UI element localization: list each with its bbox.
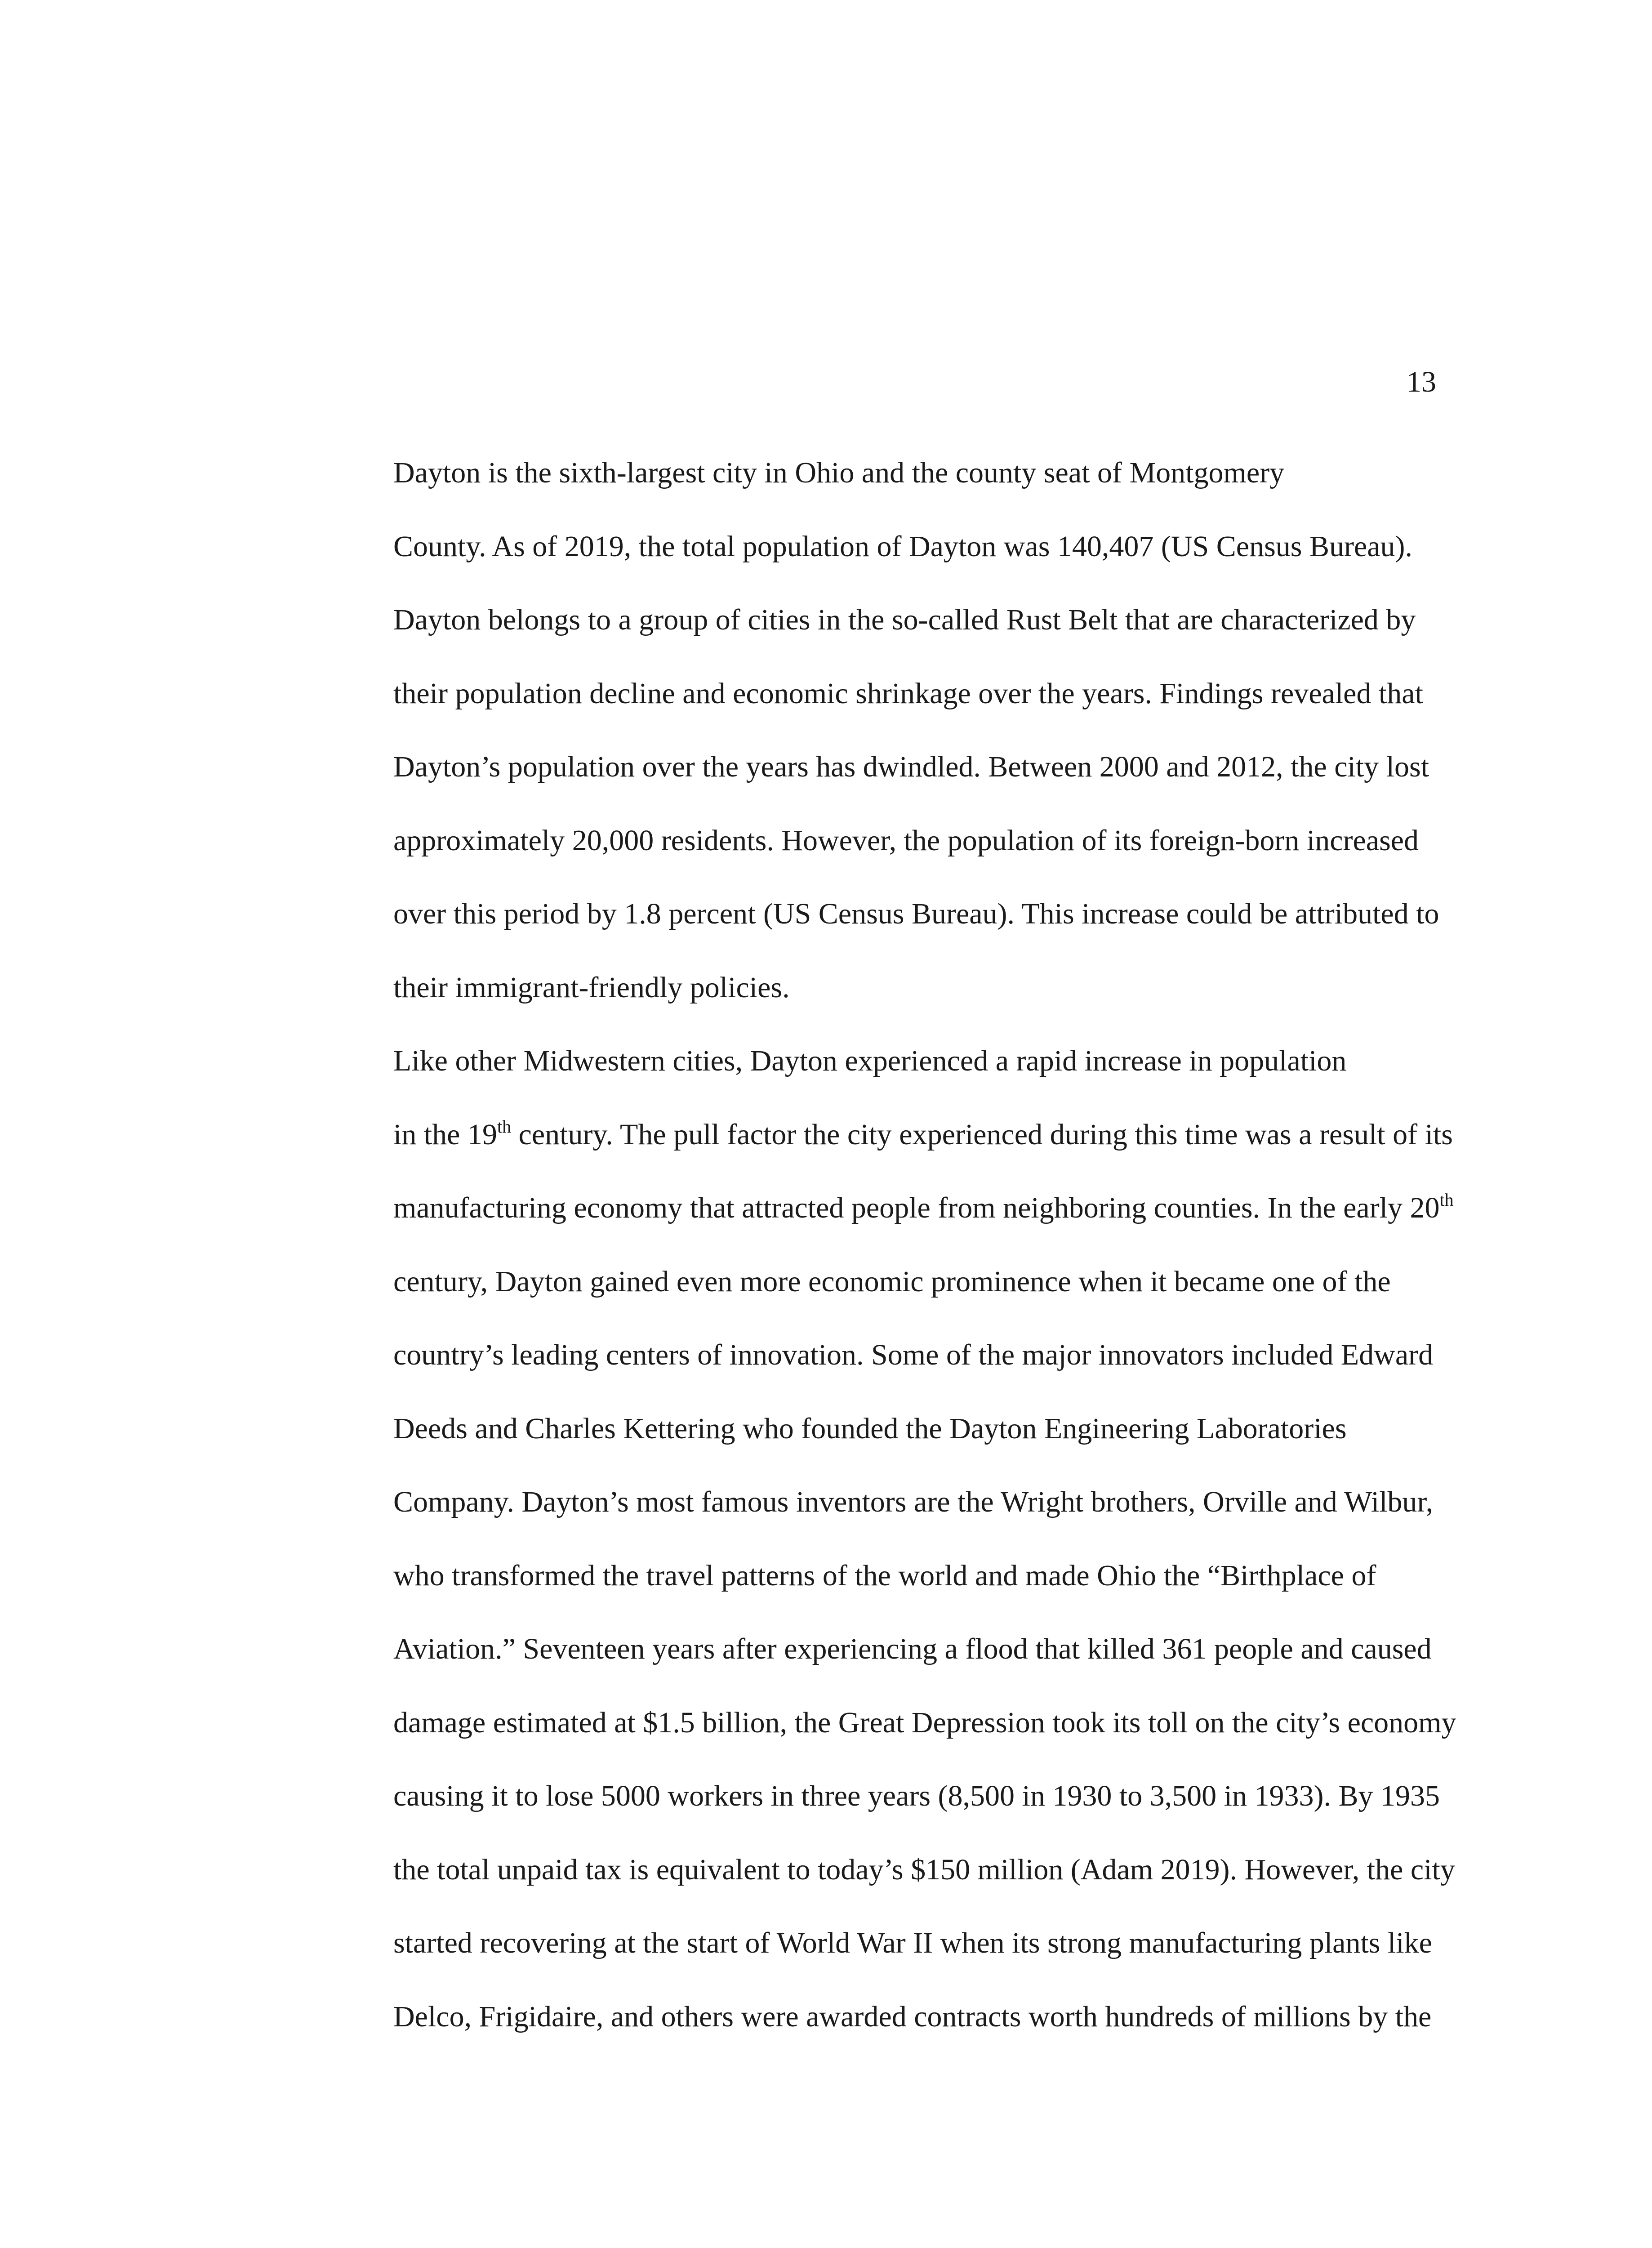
body-text xyxy=(285,436,1456,2053)
paragraph-2 xyxy=(285,1024,1456,2053)
text-line: Deeds and Charles Kettering who founded the Dayton Engineering Laboratories xyxy=(393,1412,1347,1445)
text-line: country’s leading centers of innovation. Some of the major innovators included Edward xyxy=(393,1338,1434,1371)
superscript: th xyxy=(497,1116,512,1137)
text-line: County. As of 2019, the total population of Dayton was 140,407 (US Census Bureau). xyxy=(393,530,1413,563)
text-line: their immigrant-friendly policies. xyxy=(393,971,790,1004)
text-line xyxy=(285,1098,1453,1172)
text-line: who transformed the travel patterns of the world and made Ohio the “Birthplace of xyxy=(393,1559,1376,1592)
text-line: approximately 20,000 residents. However, the population of its foreign-born increased xyxy=(393,824,1419,857)
text-line: their population decline and economic shrinkage over the years. Findings revealed that xyxy=(393,677,1423,710)
text-line: the total unpaid tax is equivalent to today’s $150 million (Adam 2019). However, the city xyxy=(393,1853,1455,1886)
text-segment: in the 19 xyxy=(393,1118,497,1151)
text-line: Delco, Frigidaire, and others were awarded contracts worth hundreds of millions by the xyxy=(393,2000,1432,2033)
text-line xyxy=(285,1171,1454,1245)
text-segment: century. The pull factor the city experienced during this time was a result of its xyxy=(511,1118,1453,1151)
text-line: Dayton belongs to a group of cities in the so-called Rust Belt that are characterized by xyxy=(393,603,1416,636)
text-segment: manufacturing economy that attracted people from neighboring counties. In the early 20 xyxy=(393,1191,1440,1224)
text-line: over this period by 1.8 percent (US Census Bureau). This increase could be attributed to xyxy=(393,897,1439,930)
text-line: causing it to lose 5000 workers in three years (8,500 in 1930 to 3,500 in 1933). By 1935 xyxy=(393,1780,1440,1812)
text-line: century, Dayton gained even more economic prominence when it became one of the xyxy=(393,1265,1391,1298)
superscript: th xyxy=(1439,1190,1454,1210)
text-line: Aviation.” Seventeen years after experiencing a flood that killed 361 people and caused xyxy=(393,1632,1432,1665)
text-line: Dayton’s population over the years has dwindled. Between 2000 and 2012, the city lost xyxy=(393,750,1429,783)
text-line: Company. Dayton’s most famous inventors are the Wright brothers, Orville and Wilbur, xyxy=(393,1485,1434,1518)
text-line: started recovering at the start of World War II when its strong manufacturing plants like xyxy=(393,1927,1432,1959)
text-line: damage estimated at $1.5 billion, the Great Depression took its toll on the city’s economy xyxy=(393,1706,1456,1739)
page-number: 13 xyxy=(1407,366,1436,398)
text-line: Dayton is the sixth-largest city in Ohio and the county seat of Montgomery xyxy=(393,456,1285,489)
paragraph-1 xyxy=(285,436,1439,1024)
text-line: Like other Midwestern cities, Dayton experienced a rapid increase in population xyxy=(393,1044,1347,1077)
